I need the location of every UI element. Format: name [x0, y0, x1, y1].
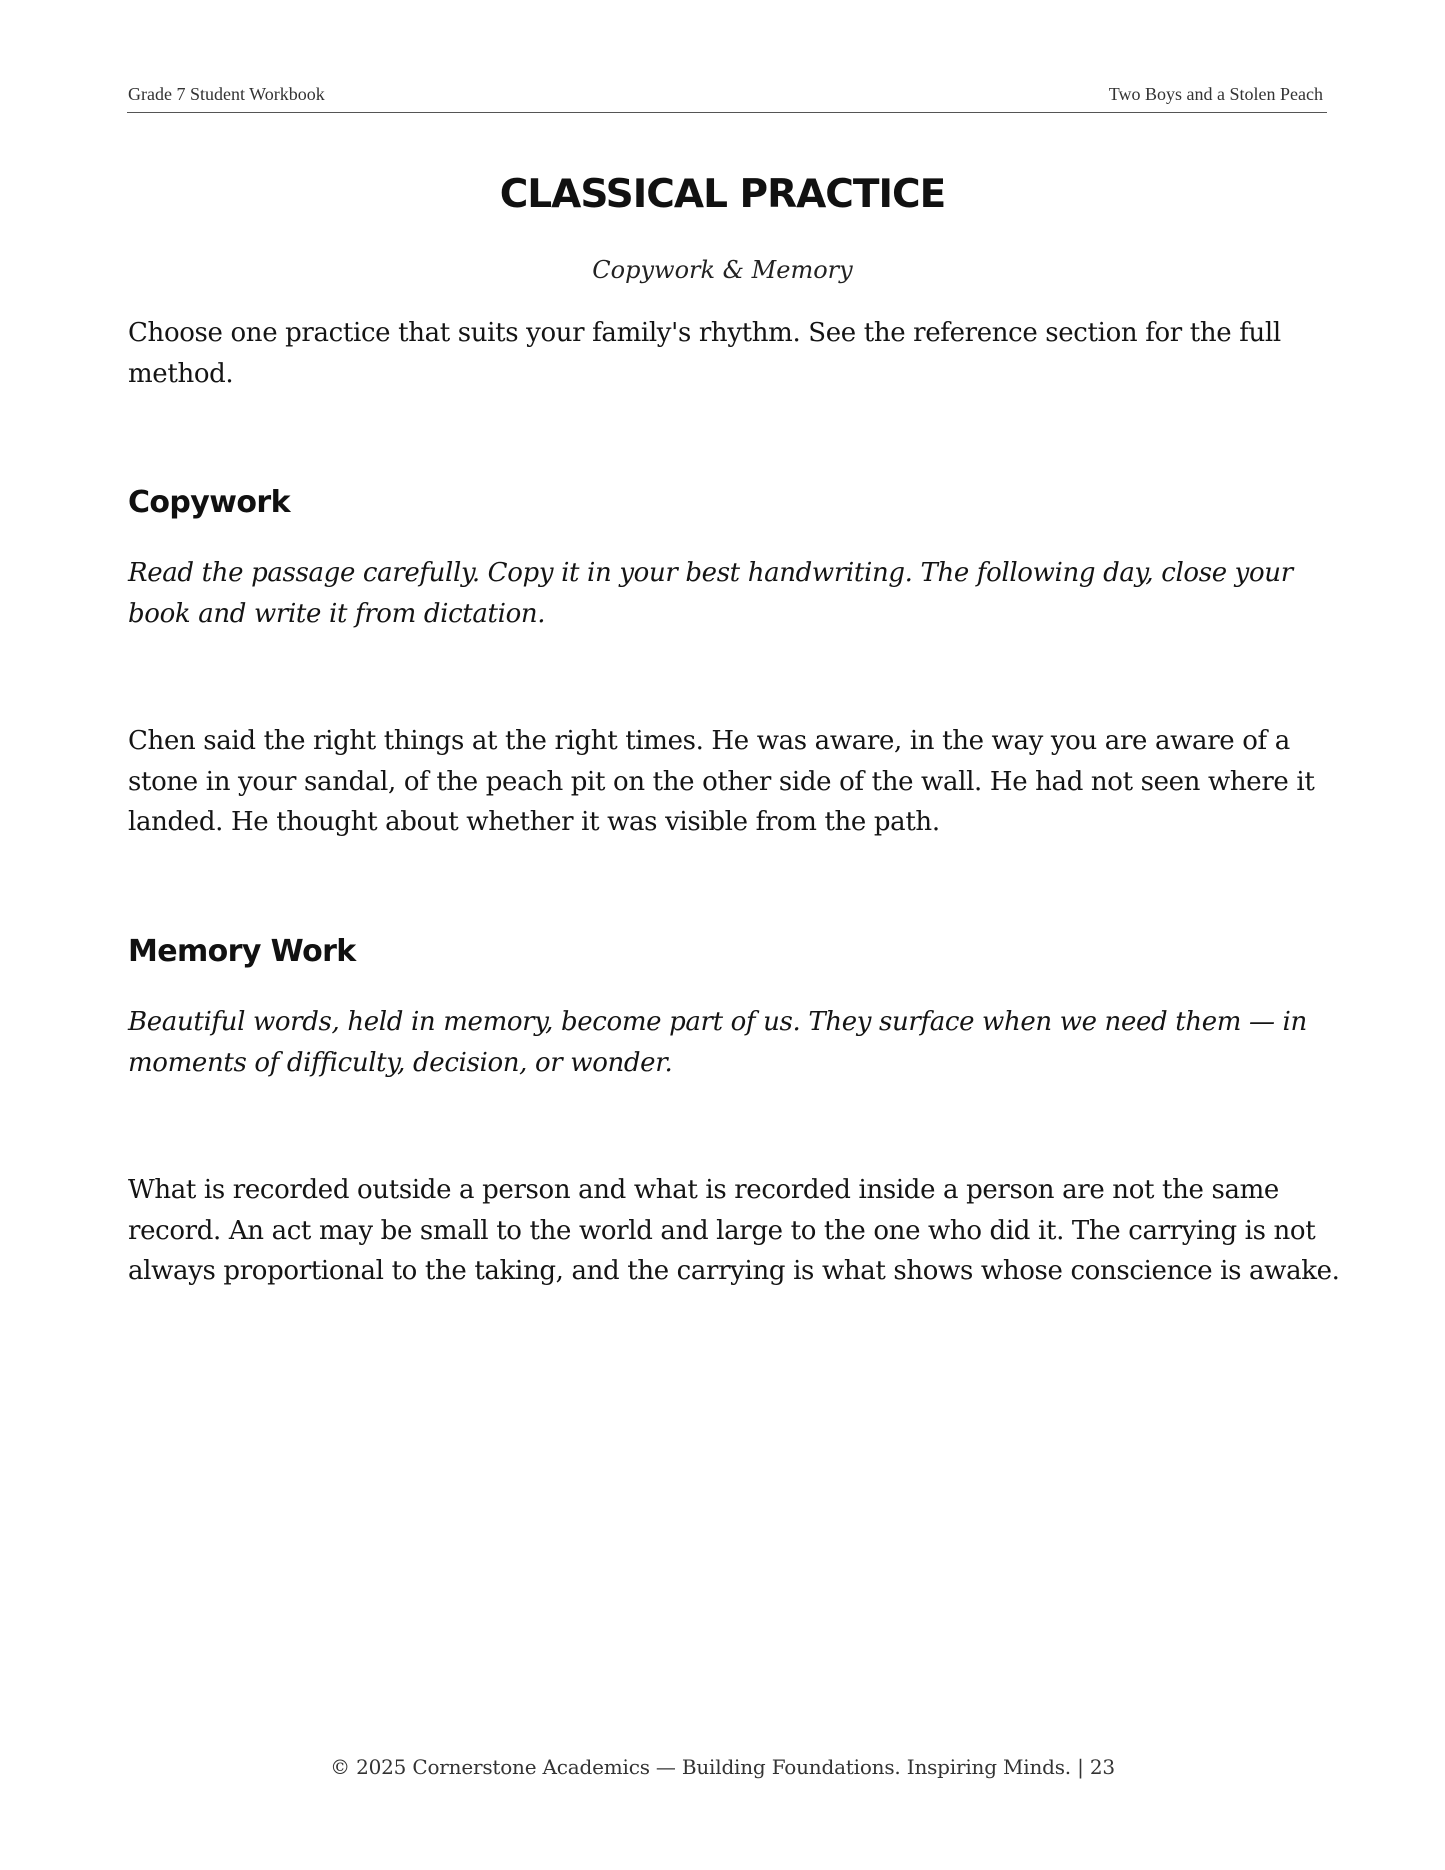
header-story-title: Two Boys and a Stolen Peach	[1108, 84, 1323, 104]
header-workbook-label: Grade 7 Student Workbook	[128, 84, 325, 104]
page-title: CLASSICAL PRACTICE	[499, 172, 946, 217]
copywork-instruction: Read the passage carefully. Copy it in your best handwriting. The following day, close your book and write it from dictation.	[128, 558, 1293, 629]
memory-work-passage: What is recorded outside a person and what is recorded inside a person are not the same record. An act may be small to the world and large to the one who did it. The carrying is not always proportional to the taking, and the carrying is what shows whose conscience is awake.	[128, 1175, 1340, 1286]
running-header	[127, 84, 1327, 113]
page-footer: © 2025 Cornerstone Academics — Building Foundations. Inspiring Minds. | 23	[330, 1755, 1115, 1779]
page-subtitle: Copywork & Memory	[592, 256, 853, 284]
copywork-passage: Chen said the right things at the right times. He was aware, in the way you are aware of a stone in your sandal, of the peach pit on the other side of the wall. He had not seen where it landed. He thought about whether it was visible from the path.	[128, 726, 1315, 837]
memory-work-instruction: Beautiful words, held in memory, become part of us. They surface when we need them — in moments of difficulty, decision, or wonder.	[128, 1007, 1307, 1078]
intro-paragraph: Choose one practice that suits your family's rhythm. See the reference section for the full method.	[128, 318, 1281, 389]
section-heading-copywork: Copywork	[128, 485, 290, 520]
section-heading-memory-work: Memory Work	[128, 934, 356, 969]
